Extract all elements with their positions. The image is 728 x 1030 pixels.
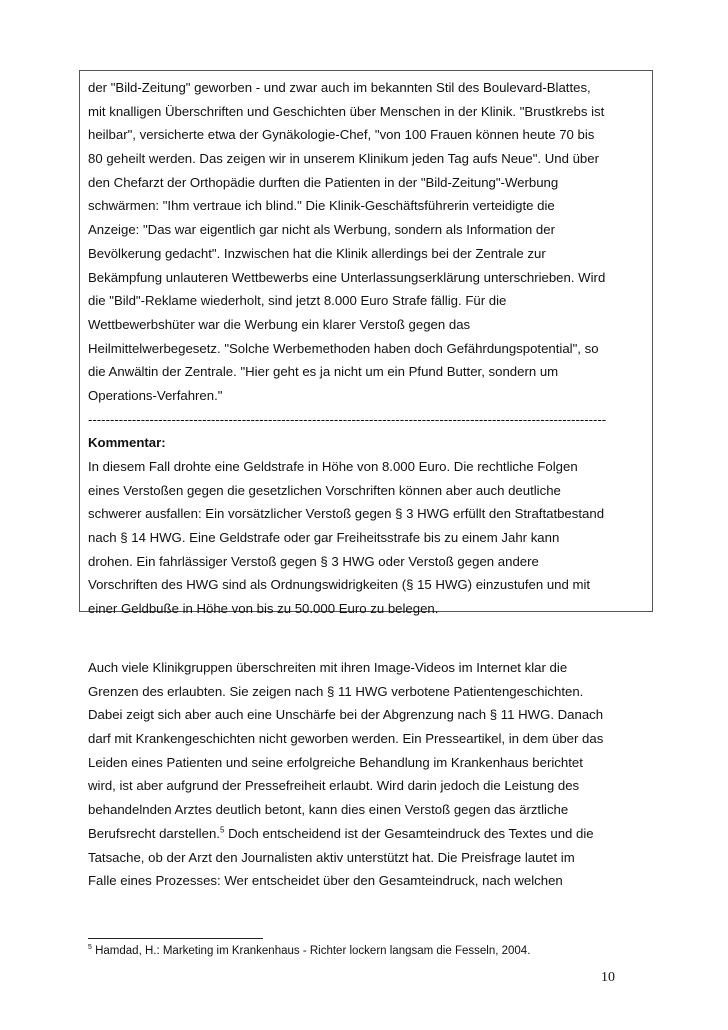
footnote-rule: [88, 938, 263, 939]
comment-line: drohen. Ein fahrlässiger Verstoß gegen § 3 HWG oder Verstoß gegen andere: [88, 553, 539, 569]
footnote: [88, 945, 530, 957]
body-line-with-footnote: [88, 822, 648, 846]
comment-line: nach § 14 HWG. Eine Geldstrafe oder gar Freiheitsstrafe bis zu einem Jahr kann: [88, 530, 560, 546]
comment-line: einer Geldbuße in Höhe von bis zu 50.000 Euro zu belegen.: [88, 601, 439, 617]
comment-line: eines Verstoßen gegen die gesetzlichen Vorschriften können aber auch deutliche: [88, 482, 561, 498]
body-line: Auch viele Klinikgruppen überschreiten mit ihren Image-Videos im Internet klar die: [88, 660, 568, 675]
quote-box-content: [88, 76, 648, 621]
quote-line: Bekämpfung unlauteren Wettbewerbs eine Unterlassungserklärung unterschrieben. Wird: [88, 269, 606, 285]
quote-line: den Chefarzt der Orthopädie durften die Patienten in der "Bild-Zeitung"-Werbung: [88, 174, 559, 190]
body-paragraph: [88, 656, 648, 893]
dashed-separator: ----------------------------------------------------------------------------------------------------------------------: [88, 411, 607, 427]
body-line: Leiden eines Patienten und seine erfolgreiche Behandlung im Krankenhaus berichtet: [88, 754, 583, 770]
quote-line: Bevölkerung gedacht". Inzwischen hat die Klinik allerdings bei der Zentrale zur: [88, 245, 546, 261]
body-line: darf mit Krankengeschichten nicht geworben werden. Ein Presseartikel, in dem über das: [88, 731, 604, 747]
footnote-number: 5: [88, 944, 92, 952]
footnote-text: Hamdad, H.: Marketing im Krankenhaus - Richter lockern langsam die Fesseln, 2004.: [91, 945, 531, 957]
quote-line: 80 geheilt werden. Das zeigen wir in unserem Klinikum jeden Tag aufs Neue". Und über: [88, 151, 599, 167]
body-line-part: Doch entscheidend ist der Gesamteindruck des Textes und die: [224, 825, 594, 841]
body-line: Falle eines Prozesses: Wer entscheidet über den Gesamteindruck, nach welchen: [88, 873, 563, 889]
body-line-part: Berufsrecht darstellen.: [88, 825, 220, 841]
body-line: Tatsache, ob der Arzt den Journalisten aktiv unterstützt hat. Die Preisfrage lautet im: [88, 849, 575, 865]
body-line: behandelnden Arztes deutlich betont, kann dies einen Verstoß gegen das ärztliche: [88, 802, 569, 818]
quote-line: Wettbewerbshüter war die Werbung ein klarer Verstoß gegen das: [88, 316, 471, 332]
quote-line: der "Bild-Zeitung" geworben - und zwar auch im bekannten Stil des Boulevard-Blattes,: [88, 80, 591, 95]
body-line: Dabei zeigt sich aber auch eine Unschärfe bei der Abgrenzung nach § 11 HWG. Danach: [88, 707, 604, 723]
quote-line: Heilmittelwerbegesetz. "Solche Werbemethoden haben doch Gefährdungspotential", so: [88, 340, 599, 356]
quote-line: die "Bild"-Reklame wiederholt, sind jetzt 8.000 Euro Strafe fällig. Für die: [88, 293, 507, 309]
comment-line: schwerer ausfallen: Ein vorsätzlicher Verstoß gegen § 3 HWG erfüllt den Straftatbestand: [88, 506, 605, 522]
comment-line: In diesem Fall drohte eine Geldstrafe in Höhe von 8.000 Euro. Die rechtliche Folgen: [88, 459, 578, 474]
body-line: Grenzen des erlaubten. Sie zeigen nach § 11 HWG verbotene Patientengeschichten.: [88, 683, 584, 699]
footnote-reference[interactable]: 5: [219, 825, 225, 835]
quote-line: schwärmen: "Ihm vertraue ich blind." Die Klinik-Geschäftsführerin verteidigte die: [88, 198, 555, 214]
comment-heading: Kommentar:: [88, 435, 166, 451]
comment-line: Vorschriften des HWG sind als Ordnungswidrigkeiten (§ 15 HWG) einzustufen und mit: [88, 577, 591, 593]
quote-line: mit knalligen Überschriften und Geschichten über Menschen in der Klinik. "Brustkrebs ist: [88, 103, 605, 119]
quote-line: Anzeige: "Das war eigentlich gar nicht als Werbung, sondern als Information der: [88, 222, 555, 238]
quote-line: heilbar", versicherte etwa der Gynäkologie-Chef, "von 100 Frauen können heute 70 bis: [88, 127, 595, 143]
quote-line: die Anwältin der Zentrale. "Hier geht es ja nicht um ein Pfund Butter, sondern um: [88, 364, 559, 380]
body-line: wird, ist aber aufgrund der Pressefreiheit erlaubt. Wird darin jedoch die Leistung des: [88, 778, 580, 794]
page-number: 10: [601, 970, 615, 985]
quote-line: Operations-Verfahren.": [88, 387, 223, 403]
